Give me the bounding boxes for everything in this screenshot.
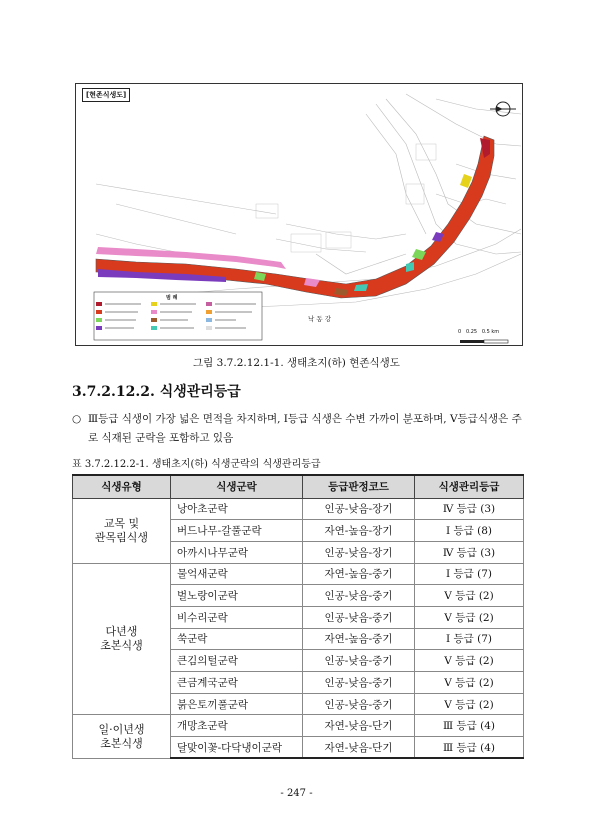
grade-code-cell: 자연-높음-장기 — [303, 520, 415, 542]
table-row — [73, 498, 524, 520]
management-grade-cell: Ⅴ 등급 (2) — [415, 585, 524, 607]
grade-code-cell: 자연-낮음-단기 — [303, 737, 415, 759]
grade-code-cell: 자연-낮음-단기 — [303, 715, 415, 737]
vegetation-map — [75, 83, 523, 346]
management-grade-cell: Ⅲ 등급 (4) — [415, 737, 524, 759]
table-caption: 표 3.7.2.12.2-1. 생태초지(하) 식생군락의 식생관리등급 — [72, 459, 321, 470]
community-cell: 붉은토끼풀군락 — [171, 693, 303, 715]
management-grade-cell: Ⅳ 등급 (3) — [415, 498, 524, 520]
management-grade-cell: Ⅴ 등급 (2) — [415, 606, 524, 628]
community-cell: 아까시나무군락 — [171, 541, 303, 563]
teal-zone-1 — [354, 284, 368, 291]
grade-code-cell: 인공-낮음-중기 — [303, 650, 415, 672]
page-number: - 247 - — [280, 788, 313, 799]
section-heading: 3.7.2.12.2. 식생관리등급 — [72, 384, 241, 400]
figure-caption: 그림 3.7.2.12.1-1. 생태초지(하) 현존식생도 — [193, 357, 400, 369]
community-cell: 쑥군락 — [171, 628, 303, 650]
header-community: 식생군락 — [171, 475, 303, 498]
management-grade-cell: Ⅴ 등급 (2) — [415, 672, 524, 694]
header-management-grade: 식생관리등급 — [415, 475, 524, 498]
community-cell: 개망초군락 — [171, 715, 303, 737]
grade-code-cell: 자연-높음-중기 — [303, 628, 415, 650]
management-grade-cell: Ⅳ 등급 (3) — [415, 541, 524, 563]
scale-bar — [460, 340, 508, 343]
management-grade-cell: Ⅴ 등급 (2) — [415, 650, 524, 672]
community-cell: 비수리군락 — [171, 606, 303, 628]
management-grade-table — [72, 474, 524, 759]
management-grade-cell: Ⅰ 등급 (7) — [415, 563, 524, 585]
river-label: 낙 동 강 — [308, 315, 331, 323]
map-title: [현존식생도] — [82, 88, 130, 102]
vegetation-type-cell: 다년생 초본식생 — [73, 563, 171, 715]
community-cell: 버드나무-갈풀군락 — [171, 520, 303, 542]
community-cell: 물억새군락 — [171, 563, 303, 585]
grade-code-cell: 인공-낮음-중기 — [303, 585, 415, 607]
bullet-paragraph — [72, 410, 524, 448]
legend-title: 범 례 — [166, 295, 178, 301]
grade-code-cell: 인공-낮음-장기 — [303, 541, 415, 563]
community-cell: 벌노랑이군락 — [171, 585, 303, 607]
management-grade-cell: Ⅲ 등급 (4) — [415, 715, 524, 737]
vegetation-map-drawing — [76, 84, 523, 346]
table-body — [73, 498, 524, 758]
grade-code-cell: 인공-낮음-장기 — [303, 498, 415, 520]
map-legend — [94, 292, 262, 340]
management-grade-cell: Ⅰ 등급 (8) — [415, 520, 524, 542]
grade-code-cell: 인공-낮음-중기 — [303, 672, 415, 694]
bullet-text: Ⅲ등급 식생이 가장 넓은 면적을 차지하며, Ⅰ등급 식생은 수변 가까이 분포하며, Ⅴ등급식생은 주로 식재된 군락을 포함하고 있음 — [88, 413, 522, 444]
header-vegetation-type: 식생유형 — [73, 475, 171, 498]
bullet-mark: ○ — [72, 413, 82, 425]
grade-code-cell: 자연-높음-중기 — [303, 563, 415, 585]
management-grade-cell: Ⅴ 등급 (2) — [415, 693, 524, 715]
table-row — [73, 563, 524, 585]
scale-text: 0 0.25 0.5 km — [458, 329, 500, 335]
management-grade-cell: Ⅰ 등급 (7) — [415, 628, 524, 650]
grade-code-cell: 인공-낮음-중기 — [303, 606, 415, 628]
community-cell: 큰금계국군락 — [171, 672, 303, 694]
north-arrow-icon — [490, 102, 516, 116]
community-cell: 낭아초군락 — [171, 498, 303, 520]
header-grade-code: 등급판정코드 — [303, 475, 415, 498]
community-cell: 달맞이꽃-다닥냉이군락 — [171, 737, 303, 759]
table-row — [73, 715, 524, 737]
grade-code-cell: 인공-낮음-중기 — [303, 693, 415, 715]
vegetation-type-cell: 교목 및 관목림식생 — [73, 498, 171, 563]
vegetation-type-cell: 일·이년생 초본식생 — [73, 715, 171, 758]
table-header-row — [73, 475, 524, 498]
community-cell: 큰김의털군락 — [171, 650, 303, 672]
